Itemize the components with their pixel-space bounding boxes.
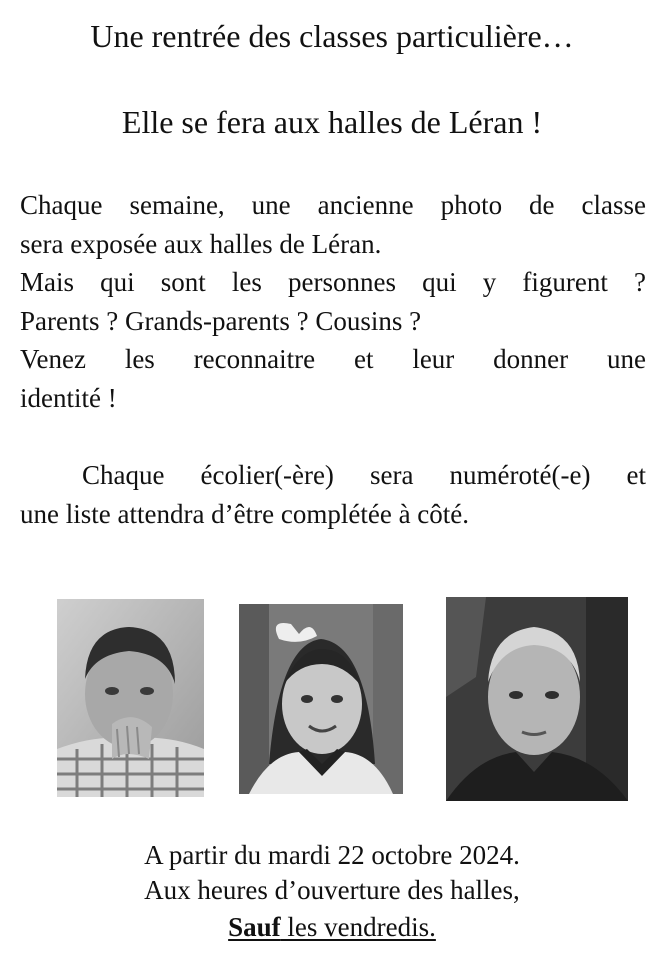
intro-paragraph: [20, 186, 646, 417]
hours-line: Aux heures d’ouverture des halles,: [144, 875, 520, 905]
exception-line: [0, 910, 664, 945]
exception-emphasis: Sauf: [228, 912, 281, 942]
details-line: Chaque écolier(-ère) sera numéroté(-e) et: [82, 460, 646, 490]
intro-line: Chaque semaine, une ancienne photo de classe: [20, 190, 646, 220]
details-line: une liste attendra d’être complétée à côté.: [20, 498, 470, 529]
exception-rest: les vendredis.: [280, 912, 436, 942]
intro-line: sera exposée aux halles de Léran.: [20, 228, 382, 259]
intro-line: Parents ? Grands-parents ? Cousins ?: [20, 305, 422, 336]
student-photo-girl-bow: [239, 604, 403, 794]
details-paragraph: [20, 456, 646, 533]
date-line: A partir du mardi 22 octobre 2024.: [144, 840, 520, 870]
intro-line: Venez les reconnaitre et leur donner une: [20, 344, 646, 374]
headline-line-2: Elle se fera aux halles de Léran !: [121, 104, 543, 140]
student-photo-boy-jacket: [446, 597, 628, 801]
intro-line: Mais qui sont les personnes qui y figurent ?: [20, 267, 646, 297]
student-photo-boy-hand: [57, 599, 204, 797]
intro-line: identité !: [20, 382, 117, 413]
headline-line-1: Une rentrée des classes particulière…: [90, 18, 574, 54]
student-photos: [0, 597, 664, 801]
